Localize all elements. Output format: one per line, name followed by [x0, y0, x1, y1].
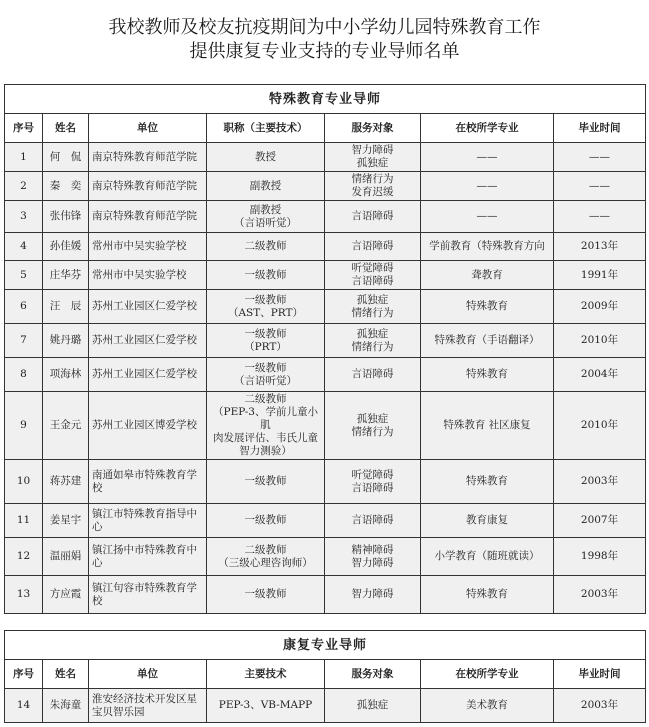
cell-year: 2003年	[554, 460, 646, 504]
cell-title: 二级教师 （三级心理咨询师）	[207, 538, 325, 576]
cell-name: 秦 奕	[43, 172, 89, 201]
cell-major: 聋教育	[421, 261, 554, 290]
table-row	[5, 143, 646, 172]
cell-title: 二级教师	[207, 233, 325, 261]
column-header: 在校所学专业	[421, 114, 554, 143]
special-education-section-title-row	[5, 85, 646, 114]
rehabilitation-section-header-row	[5, 660, 646, 689]
cell-year: 2007年	[554, 504, 646, 538]
cell-major: 特殊教育（手语翻译）	[421, 324, 554, 358]
cell-year: 2004年	[554, 358, 646, 392]
table-row	[5, 358, 646, 392]
cell-name: 朱海童	[43, 689, 89, 723]
column-header: 毕业时间	[554, 660, 646, 689]
cell-target: 言语障碍	[325, 201, 421, 233]
mentor-list-table	[4, 84, 646, 723]
cell-major: 特殊教育	[421, 460, 554, 504]
cell-name: 温丽娟	[43, 538, 89, 576]
cell-target: 孤独症 情绪行为	[325, 392, 421, 460]
cell-title: 一级教师	[207, 460, 325, 504]
cell-target: 智力障碍 孤独症	[325, 143, 421, 172]
cell-target: 言语障碍	[325, 233, 421, 261]
cell-name: 孙佳媛	[43, 233, 89, 261]
rehabilitation-section-title-row	[5, 631, 646, 660]
cell-no: 6	[5, 290, 43, 324]
table-row	[5, 460, 646, 504]
cell-target: 孤独症 情绪行为	[325, 290, 421, 324]
cell-year: ——	[554, 143, 646, 172]
table-row	[5, 504, 646, 538]
cell-major: ——	[421, 143, 554, 172]
cell-unit: 苏州工业园区博爱学校	[89, 392, 207, 460]
cell-title: 一级教师 （AST、PRT）	[207, 290, 325, 324]
cell-major: 学前教育（特殊教育方向	[421, 233, 554, 261]
cell-title: PEP-3、VB-MAPP	[207, 689, 325, 723]
cell-major: 特殊教育	[421, 290, 554, 324]
table-row	[5, 261, 646, 290]
table-row	[5, 576, 646, 614]
table-row	[5, 392, 646, 460]
cell-name: 庄华芬	[43, 261, 89, 290]
table-row	[5, 324, 646, 358]
cell-unit: 南京特殊教育师范学院	[89, 172, 207, 201]
column-header: 主要技术	[207, 660, 325, 689]
cell-target: 智力障碍	[325, 576, 421, 614]
document-title	[0, 0, 649, 60]
cell-target: 言语障碍	[325, 504, 421, 538]
cell-name: 姜星宇	[43, 504, 89, 538]
column-header: 服务对象	[325, 660, 421, 689]
cell-major: ——	[421, 201, 554, 233]
cell-no: 5	[5, 261, 43, 290]
table-row	[5, 689, 646, 723]
cell-year: 1991年	[554, 261, 646, 290]
cell-major: 小学教育（随班就读）	[421, 538, 554, 576]
cell-no: 11	[5, 504, 43, 538]
cell-no: 8	[5, 358, 43, 392]
cell-no: 10	[5, 460, 43, 504]
cell-year: 2003年	[554, 576, 646, 614]
cell-major: 特殊教育	[421, 358, 554, 392]
cell-target: 孤独症	[325, 689, 421, 723]
cell-name: 方应霞	[43, 576, 89, 614]
cell-no: 4	[5, 233, 43, 261]
column-header: 序号	[5, 660, 43, 689]
cell-no: 2	[5, 172, 43, 201]
table-row	[5, 172, 646, 201]
cell-title: 副教授	[207, 172, 325, 201]
cell-unit: 苏州工业园区仁爱学校	[89, 324, 207, 358]
cell-name: 姚丹璐	[43, 324, 89, 358]
mentor-list-table-wrapper	[4, 84, 645, 723]
cell-title: 一级教师	[207, 261, 325, 290]
column-header: 姓名	[43, 114, 89, 143]
cell-year: ——	[554, 201, 646, 233]
cell-unit: 南通如皋市特殊教育学 校	[89, 460, 207, 504]
cell-title: 副教授 （言语听觉）	[207, 201, 325, 233]
separator-cell	[5, 614, 646, 631]
cell-unit: 镇江扬中市特殊教育中 心	[89, 538, 207, 576]
cell-title: 教授	[207, 143, 325, 172]
cell-major: 特殊教育	[421, 576, 554, 614]
cell-name: 项海林	[43, 358, 89, 392]
cell-no: 7	[5, 324, 43, 358]
special-education-section-header-row	[5, 114, 646, 143]
column-header: 单位	[89, 660, 207, 689]
table-row	[5, 538, 646, 576]
cell-target: 听觉障碍 言语障碍	[325, 460, 421, 504]
cell-major: 特殊教育 社区康复	[421, 392, 554, 460]
cell-year: 2010年	[554, 392, 646, 460]
cell-no: 14	[5, 689, 43, 723]
cell-no: 3	[5, 201, 43, 233]
cell-title: 一级教师	[207, 576, 325, 614]
column-header: 单位	[89, 114, 207, 143]
column-header: 服务对象	[325, 114, 421, 143]
title-line-2: 提供康复专业支持的专业导师名单	[189, 41, 460, 62]
cell-target: 听觉障碍 言语障碍	[325, 261, 421, 290]
column-header: 在校所学专业	[421, 660, 554, 689]
cell-unit: 淮安经济技术开发区星 宝贝智乐园	[89, 689, 207, 723]
cell-unit: 镇江市特殊教育指导中 心	[89, 504, 207, 538]
cell-no: 9	[5, 392, 43, 460]
cell-no: 12	[5, 538, 43, 576]
column-header: 毕业时间	[554, 114, 646, 143]
cell-major: 教育康复	[421, 504, 554, 538]
table-row	[5, 201, 646, 233]
table-row	[5, 233, 646, 261]
cell-year: ——	[554, 172, 646, 201]
cell-unit: 镇江句容市特殊教育学 校	[89, 576, 207, 614]
table-row	[5, 290, 646, 324]
cell-major: ——	[421, 172, 554, 201]
cell-no: 13	[5, 576, 43, 614]
cell-title: 二级教师 （PEP-3、学前儿童小肌 肉发展评估、韦氏儿童 智力测验）	[207, 392, 325, 460]
cell-target: 孤独症 情绪行为	[325, 324, 421, 358]
cell-year: 2009年	[554, 290, 646, 324]
rehabilitation-section-title: 康复专业导师	[5, 631, 646, 660]
cell-major: 美术教育	[421, 689, 554, 723]
table-body	[5, 85, 646, 723]
cell-title: 一级教师	[207, 504, 325, 538]
cell-target: 精神障碍 智力障碍	[325, 538, 421, 576]
cell-year: 2003年	[554, 689, 646, 723]
cell-year: 2013年	[554, 233, 646, 261]
column-header: 序号	[5, 114, 43, 143]
column-header: 职称（主要技术）	[207, 114, 325, 143]
cell-title: 一级教师 （言语听觉）	[207, 358, 325, 392]
cell-name: 何 侃	[43, 143, 89, 172]
cell-unit: 苏州工业园区仁爱学校	[89, 290, 207, 324]
cell-unit: 南京特殊教育师范学院	[89, 143, 207, 172]
section-separator	[5, 614, 646, 631]
cell-name: 汪 辰	[43, 290, 89, 324]
cell-title: 一级教师 （PRT）	[207, 324, 325, 358]
cell-target: 情绪行为 发育迟缓	[325, 172, 421, 201]
cell-unit: 南京特殊教育师范学院	[89, 201, 207, 233]
cell-target: 言语障碍	[325, 358, 421, 392]
special-education-section-title: 特殊教育专业导师	[5, 85, 646, 114]
column-header: 姓名	[43, 660, 89, 689]
cell-name: 蒋苏建	[43, 460, 89, 504]
cell-no: 1	[5, 143, 43, 172]
cell-name: 张伟锋	[43, 201, 89, 233]
cell-unit: 苏州工业园区仁爱学校	[89, 358, 207, 392]
cell-year: 2010年	[554, 324, 646, 358]
cell-unit: 常州市中吴实验学校	[89, 233, 207, 261]
cell-year: 1998年	[554, 538, 646, 576]
title-line-1: 我校教师及校友抗疫期间为中小学幼儿园特殊教育工作	[108, 17, 541, 38]
cell-name: 王金元	[43, 392, 89, 460]
cell-unit: 常州市中吴实验学校	[89, 261, 207, 290]
